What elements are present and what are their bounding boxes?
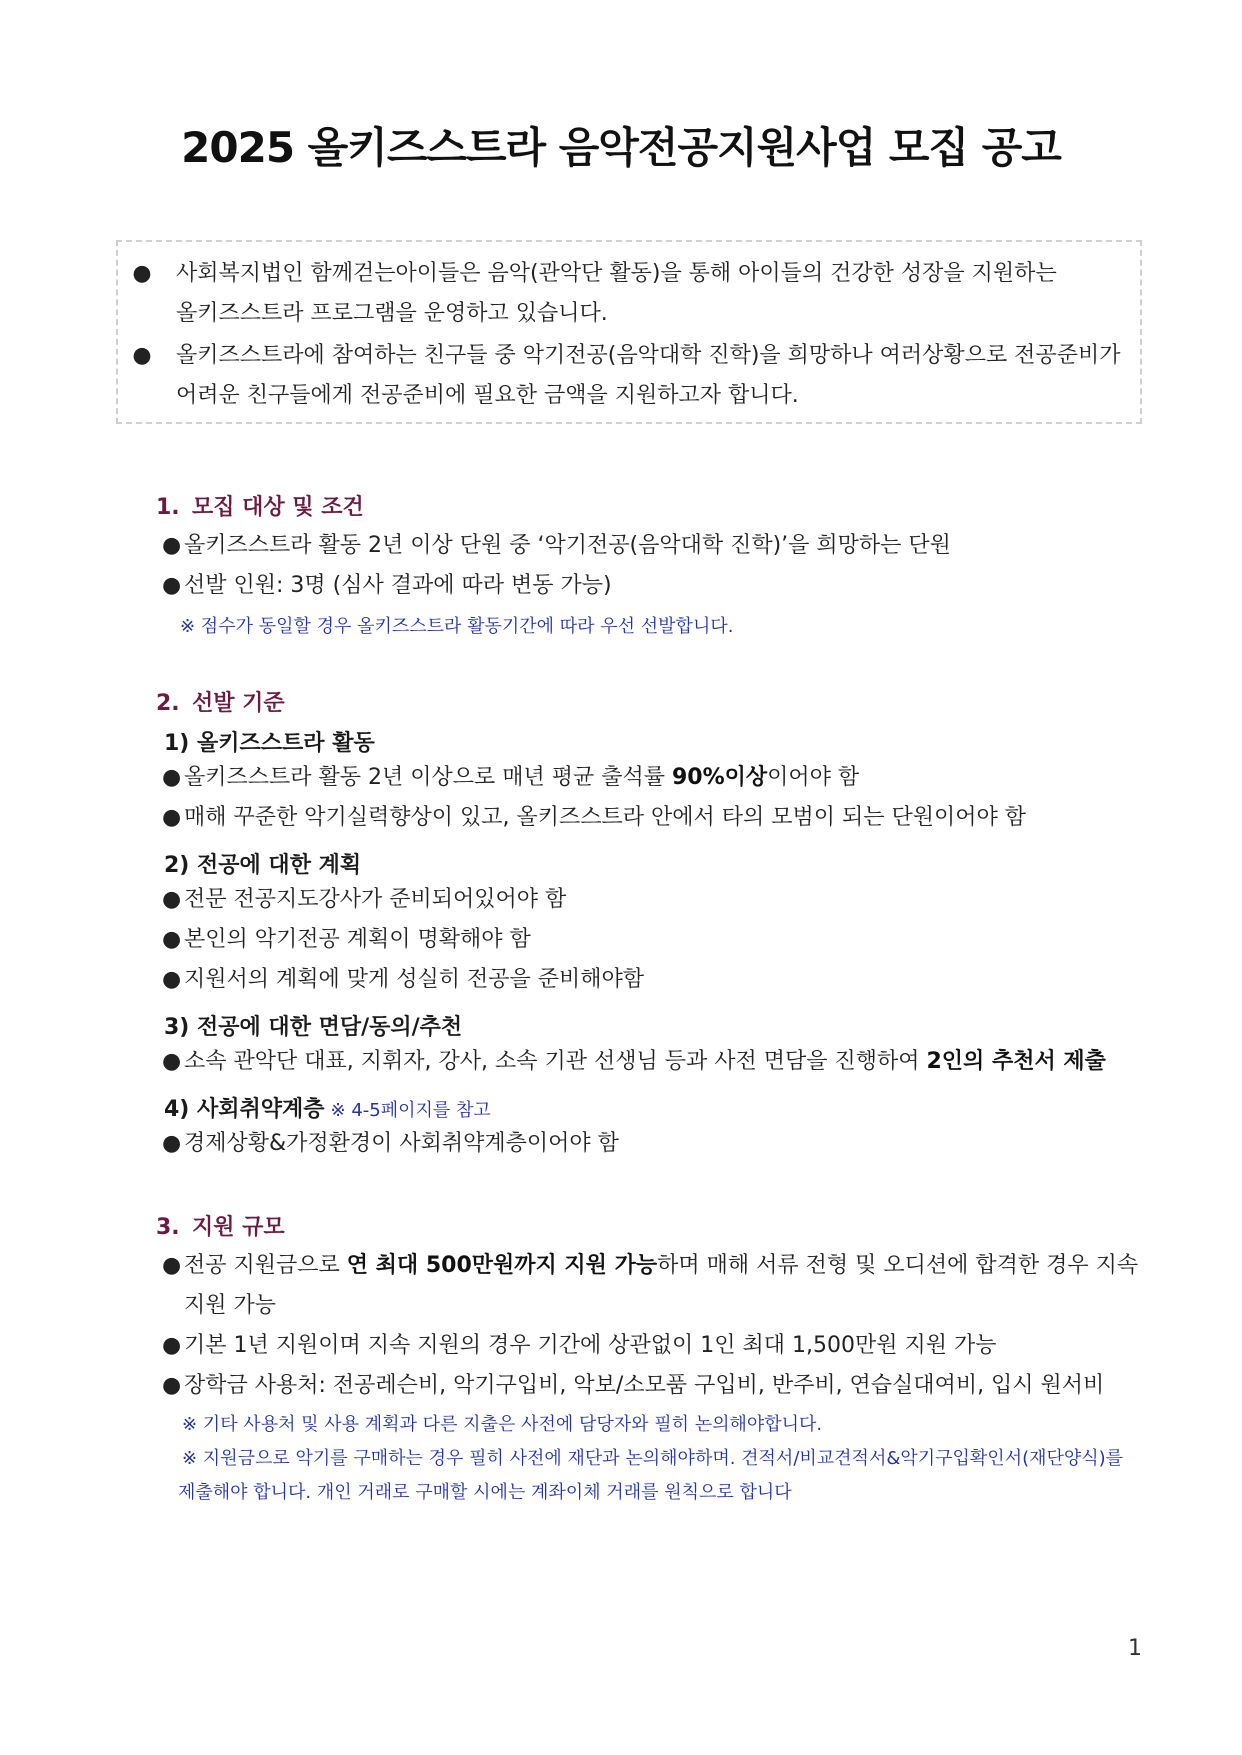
list-item [162,1366,1104,1406]
list-item [162,798,1026,838]
intro-text: 사회복지법인 함께걷는아이들은 음악(관악단 활동)을 통해 아이들의 건강한 성장을 지원하는 [176,261,1057,286]
list-item [162,758,859,798]
list-item-text: 올키즈스트라 활동 2년 이상 단원 중 ‘악기전공(음악대학 진학)’을 희망하는 단원 [184,533,951,558]
list-item [162,1042,1106,1082]
list-item-text: 전공 지원금으로 [184,1253,347,1278]
bullet-icon: ● [162,927,182,952]
section-title: 모집 대상 및 조건 [192,495,364,520]
bullet-icon: ● [162,805,182,830]
bullet-icon: ● [162,1333,182,1358]
list-item-text: 본인의 악기전공 계획이 명확해야 함 [184,927,531,952]
note-text: ※ 4-5페이지를 참고 [330,1100,491,1121]
section-heading [156,490,364,521]
bullet-icon: ● [162,573,182,598]
note-text: ※ 점수가 동일할 경우 올키즈스트라 활동기간에 따라 우선 선발합니다. [180,616,734,637]
section-number: 3. [156,1215,180,1240]
bullet-icon: ● [132,261,152,286]
list-item [162,1246,1138,1286]
intro-text: 올키즈스트라 프로그램을 운영하고 있습니다. [176,301,608,326]
subsection-title: 4) 사회취약계층 [164,1097,325,1122]
list-item-text: 하며 매해 서류 전형 및 오디션에 합격한 경우 지속 [657,1253,1139,1278]
list-item [162,526,951,566]
list-item-text: 기본 1년 지원이며 지속 지원의 경우 기간에 상관없이 1인 최대 1,500만원 지원 가능 [184,1333,997,1358]
list-item [162,920,531,960]
section-number: 2. [156,691,180,716]
page-number: 1 [1128,1636,1142,1661]
bullet-icon: ● [162,967,182,992]
list-item-text: 선발 인원: 3명 (심사 결과에 따라 변동 가능) [184,573,612,598]
bullet-icon: ● [162,1373,182,1398]
list-item [162,1124,619,1164]
subsection-heading: 3) 전공에 대한 면담/동의/추천 [164,1015,463,1040]
list-item [162,566,612,606]
bullet-icon: ● [162,765,182,790]
list-item-text: 전문 전공지도강사가 준비되어있어야 함 [184,887,567,912]
section-heading [156,686,285,717]
subsection-heading [164,1092,491,1123]
intro-box [116,240,1142,424]
section-title: 선발 기준 [192,691,285,716]
list-item-text: 이어야 함 [767,765,860,790]
emphasis-text: 90%이상 [672,765,768,790]
list-item [162,960,644,1000]
list-item-text: 매해 꾸준한 악기실력향상이 있고, 올키즈스트라 안에서 타의 모범이 되는 단원이어야 함 [184,805,1026,830]
page-title: 2025 올키즈스트라 음악전공지원사업 모집 공고 [181,123,1061,172]
list-item [162,880,566,920]
list-item-text: 올키즈스트라 활동 2년 이상으로 매년 평균 출석률 [184,765,672,790]
intro-text: 올키즈스트라에 참여하는 친구들 중 악기전공(음악대학 진학)을 희망하나 여러상황으로 전공준비가 [176,343,1121,368]
section-title: 지원 규모 [192,1215,285,1240]
list-item-text: 경제상황&가정환경이 사회취약계층이어야 함 [184,1131,619,1156]
bullet-icon: ● [162,1049,182,1074]
bullet-icon: ● [162,1131,182,1156]
emphasis-text: 연 최대 500만원까지 지원 가능 [346,1253,658,1278]
list-item-text: 소속 관악단 대표, 지휘자, 강사, 소속 기관 선생님 등과 사전 면담을 진행하여 [184,1049,927,1074]
list-item-text: 지원서의 계획에 맞게 성실히 전공을 준비해야함 [184,967,645,992]
bullet-icon: ● [162,887,182,912]
section-number: 1. [156,495,180,520]
note-text: ※ 기타 사용처 및 사용 계획과 다른 지출은 사전에 담당자와 필히 논의해야합니다. [182,1414,823,1435]
section-heading [156,1210,285,1241]
intro-text: 어려운 친구들에게 전공준비에 필요한 금액을 지원하고자 합니다. [176,383,799,408]
bullet-icon: ● [162,1253,182,1278]
emphasis-text: 2인의 추천서 제출 [926,1049,1106,1074]
bullet-icon: ● [162,533,182,558]
note-text: 제출해야 합니다. 개인 거래로 구매할 시에는 계좌이체 거래를 원칙으로 합니다 [178,1482,792,1503]
note-text: ※ 지원금으로 악기를 구매하는 경우 필히 사전에 재단과 논의해야하며. 견적서/비교견적서&악기구입확인서(재단양식)를 [182,1448,1124,1469]
subsection-heading: 1) 올키즈스트라 활동 [164,731,375,756]
list-item-text: 장학금 사용처: 전공레슨비, 악기구입비, 악보/소모품 구입비, 반주비, 연습실대여비, 입시 원서비 [184,1373,1105,1398]
bullet-icon: ● [132,343,152,368]
subsection-heading: 2) 전공에 대한 계획 [164,853,362,878]
list-item [162,1326,996,1366]
list-item-continuation: 지원 가능 [184,1293,277,1318]
